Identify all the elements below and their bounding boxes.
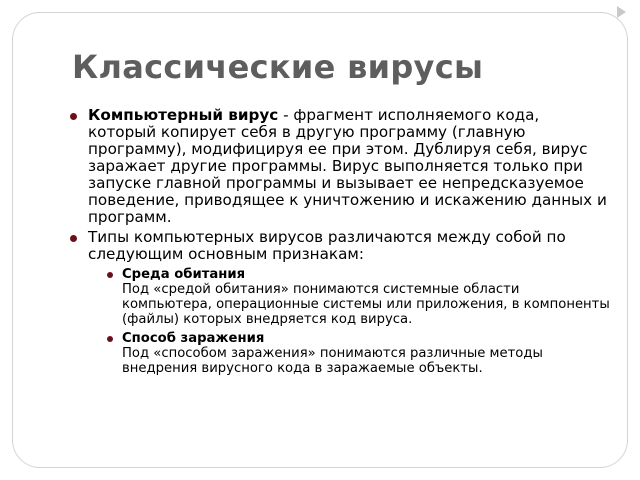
term-computer-virus: Компьютерный вирус [88,106,279,124]
virus-definition-text: - фрагмент исполняемого кода, который копирует себя в другую программу (главную программу), модифицируя ее при этом. Дублируя себя, вирус заражает другие программы. Вирус выполняется только при запуске главной программы и вызывает ее непредсказуемое поведение, приводящее к уничтожению и искажению данных и программ. [88,106,607,226]
infection-method-text: Под «способом заражения» понимаются различные методы внедрения вирусного кода в заражаемые объекты. [122,346,543,376]
bullet-dot-icon [107,272,113,278]
sub-bullet-habitat [107,267,610,327]
sub-bullet-infection-method [107,331,610,376]
bullet-virus-types [70,229,610,376]
bullet-virus-definition [70,107,610,226]
sub-list [107,267,610,376]
slide-title: Классические вирусы [72,48,484,86]
habitat-text: Под «средой обитания» понимаются системные области компьютера, операционные системы или приложения, в компоненты (файлы) которых внедряется код вируса. [122,282,610,327]
slide-content [70,107,610,380]
bullet-dot-icon [107,336,113,342]
virus-types-text: Типы компьютерных вирусов различаются между собой по следующим основным признакам: [88,228,566,263]
term-infection-method: Способ заражения [122,331,265,346]
bullet-dot-icon [70,113,77,120]
corner-triangle-icon [617,6,626,18]
term-habitat: Среда обитания [122,267,246,282]
bullet-dot-icon [70,235,77,242]
